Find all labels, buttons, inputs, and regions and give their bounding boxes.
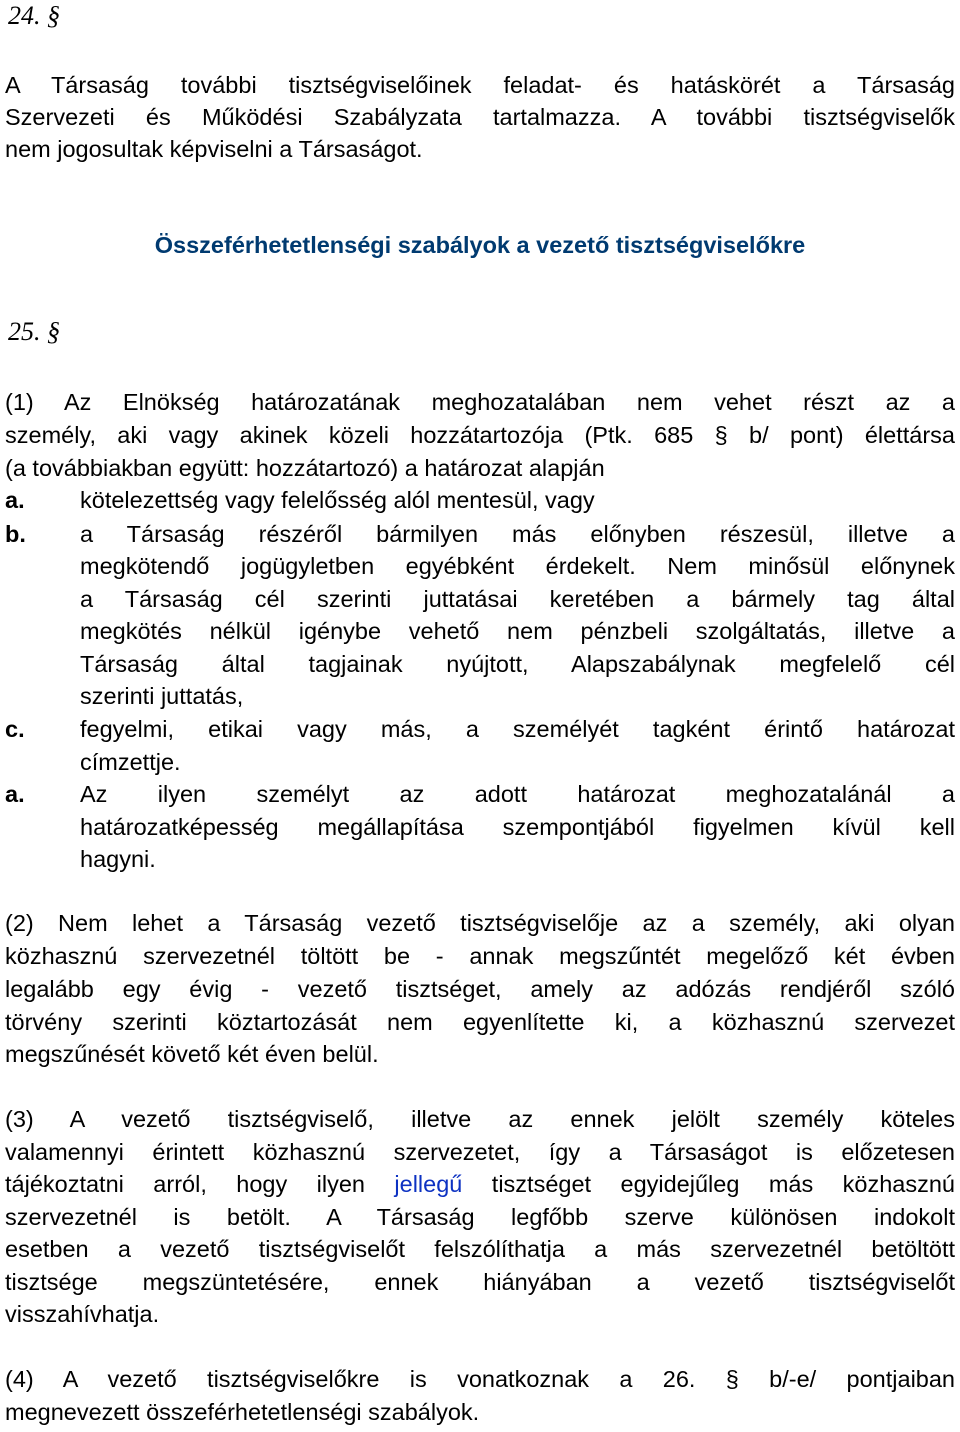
- list-item-line: megkötendő jogügyletben egyébként érdekelt. Nem minősül előnynek: [80, 553, 955, 579]
- paragraph-line: megnevezett összeférhetetlenségi szabályok.: [5, 1399, 480, 1425]
- list-item-line: Társaság által tagjainak nyújtott, Alapszabálynak megfelelő cél: [80, 651, 955, 677]
- list-label: a.: [5, 487, 25, 513]
- list-item-line: a Társaság cél szerinti juttatásai keretében a bármely tag által: [80, 586, 955, 612]
- list-item-line: kötelezettség vagy felelősség alól mentesül, vagy: [80, 487, 595, 513]
- paragraph-line: törvény szerinti köztartozását nem egyenlítette ki, a közhasznú szervezet: [5, 1009, 955, 1035]
- paragraph-line: (1) Az Elnökség határozatának meghozatalában nem vehet részt az a: [5, 389, 955, 415]
- paragraph-line: [5, 1168, 955, 1200]
- paragraph-line: szervezetnél is betölt. A Társaság legfőbb szerve különösen indokolt: [5, 1204, 955, 1230]
- list-item-line: fegyelmi, etikai vagy más, a személyét tagként érintő határozat: [80, 716, 955, 742]
- section-heading-24: 24. §: [8, 1, 60, 30]
- paragraph-line: esetben a vezető tisztségviselőt felszólíthatja a más szervezetnél betöltött: [5, 1236, 955, 1262]
- list-item-line: megkötés nélkül igénybe vehető nem pénzbeli szolgáltatás, illetve a: [80, 618, 955, 644]
- list-item-line: határozatképesség megállapítása szempontjából figyelmen kívül kell: [80, 814, 955, 840]
- paragraph-line: nem jogosultak képviselni a Társaságot.: [5, 136, 423, 162]
- paragraph-line: visszahívhatja.: [5, 1301, 160, 1327]
- paragraph-line: személy, aki vagy akinek közeli hozzátartozója (Ptk. 685 § b/ pont) élettársa: [5, 422, 955, 448]
- paragraph-line: (a továbbiakban együtt: hozzátartozó) a határozat alapján: [5, 455, 605, 481]
- list-item-line: Az ilyen személyt az adott határozat meghozatalánál a: [80, 781, 955, 807]
- text-segment: tisztséget egyidejűleg más közhasznú: [462, 1171, 955, 1197]
- paragraph-line: Szervezeti és Működési Szabályzata tartalmazza. A további tisztségviselők: [5, 104, 955, 130]
- section-heading-25: 25. §: [8, 317, 60, 346]
- list-label: c.: [5, 716, 25, 742]
- list-item-line: hagyni.: [80, 846, 156, 872]
- list-item-line: a Társaság részéről bármilyen más előnyben részesül, illetve a: [80, 521, 955, 547]
- paragraph-line: A Társaság további tisztségviselőinek feladat- és hatáskörét a Társaság: [5, 72, 955, 98]
- text-segment: tájékoztatni arról, hogy ilyen: [5, 1171, 395, 1197]
- jelleg-link[interactable]: jellegű: [394, 1171, 463, 1197]
- list-label: a.: [5, 781, 25, 807]
- paragraph-line: legalább egy évig - vezető tisztséget, amely az adózás rendjéről szóló: [5, 976, 955, 1002]
- paragraph-line: valamennyi érintett közhasznú szervezetet, így a Társaságot is előzetesen: [5, 1139, 955, 1165]
- list-item-line: címzettje.: [80, 749, 181, 775]
- list-label: b.: [5, 521, 26, 547]
- paragraph-line: (3) A vezető tisztségviselő, illetve az ennek jelölt személy köteles: [5, 1106, 955, 1132]
- paragraph-line: (2) Nem lehet a Társaság vezető tisztségviselője az a személy, aki olyan: [5, 910, 955, 936]
- paragraph-line: tisztsége megszüntetésére, ennek hiányában a vezető tisztségviselőt: [5, 1269, 955, 1295]
- section-title: Összeférhetetlenségi szabályok a vezető tisztségviselőkre: [154, 232, 806, 258]
- list-item-line: szerinti juttatás,: [80, 683, 244, 709]
- paragraph-line: közhasznú szervezetnél töltött be - annak megszűntét megelőző két évben: [5, 943, 955, 969]
- paragraph-line: (4) A vezető tisztségviselőkre is vonatkoznak a 26. § b/-e/ pontjaiban: [5, 1366, 955, 1392]
- paragraph-line: megszűnését követő két éven belül.: [5, 1041, 379, 1067]
